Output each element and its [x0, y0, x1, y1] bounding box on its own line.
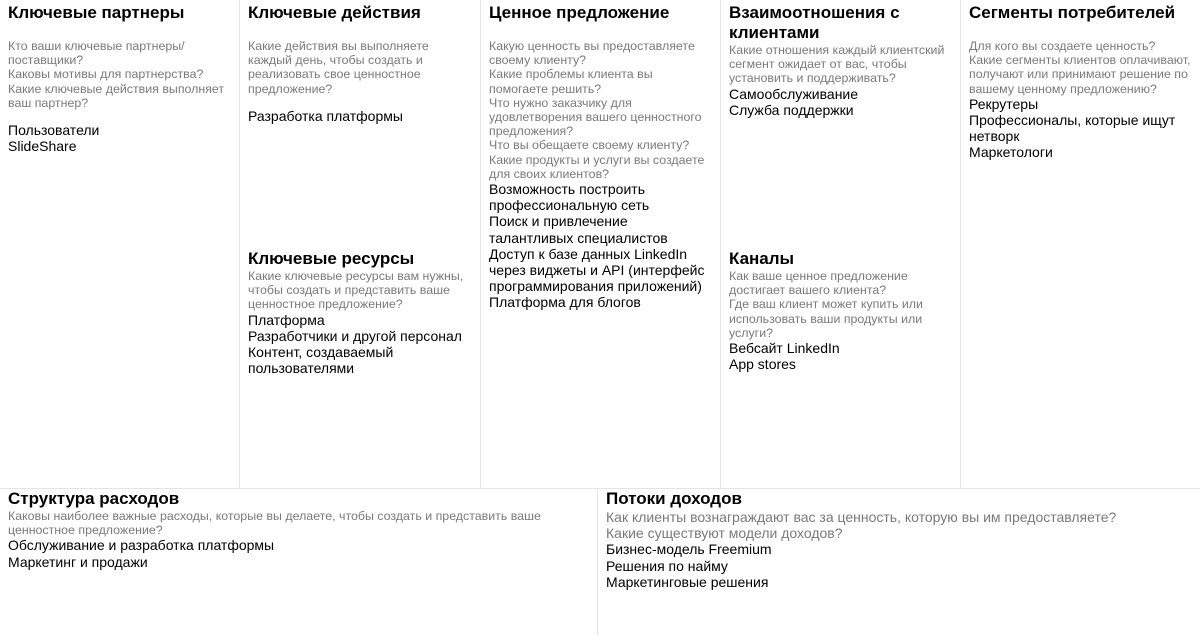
answer-item: Возможность построить профессиональную сеть: [489, 181, 650, 214]
question-text: Для кого вы создаете ценность?: [969, 39, 1156, 53]
answer-item: App stores: [729, 356, 796, 373]
answer-item: Профессионалы, которые ищут нетворк: [969, 112, 1176, 145]
answer-item: Доступ к базе данных LinkedIn через виджеты и API (интерфейс программирования приложений): [489, 245, 705, 295]
key-resources-block: [240, 249, 480, 376]
answer-item: Вебсайт LinkedIn: [729, 340, 840, 357]
answer-item: Служба поддержки: [729, 101, 854, 118]
customer-segments-answers: [969, 96, 1192, 161]
channels-block: [721, 249, 960, 372]
key-partners-block: [0, 3, 239, 154]
question-text: Что вы обещаете своему клиенту?: [489, 138, 690, 153]
answer-item: Пользователи: [8, 122, 100, 139]
cost-structure-answers: [8, 537, 589, 569]
answer-item: SlideShare: [8, 138, 77, 155]
question-text: Как ваше ценное предложение достигает вашего клиента?: [729, 269, 908, 298]
question-text: Каковы мотивы для партнерства?: [8, 67, 204, 82]
channels-questions: [729, 269, 952, 340]
key-partners-title: Ключевые партнеры: [8, 3, 185, 22]
question-text: Где ваш клиент может купить или использовать ваши продукты или услуги?: [729, 297, 923, 340]
channels-answers: [729, 340, 952, 372]
question-text: Какие проблемы клиента вы помогаете решить?: [489, 67, 653, 96]
channels-title: Каналы: [729, 249, 795, 268]
answer-item: Маркетинговые решения: [606, 573, 769, 590]
revenue-streams-answers: [606, 541, 1192, 590]
answer-item: Контент, создаваемый пользователями: [248, 344, 394, 377]
cost-structure-questions: [8, 509, 589, 537]
question-text: Как клиенты вознаграждают вас за ценность, которую вы им предоставляете?: [606, 509, 1117, 525]
customer-relationships-block: [721, 3, 960, 118]
cost-structure-title: Структура расходов: [8, 489, 180, 508]
answer-item: Решения по найму: [606, 557, 728, 574]
revenue-streams-title: Потоки доходов: [606, 489, 742, 508]
answer-item: Рекрутеры: [969, 95, 1039, 112]
key-resources-answers: [248, 312, 472, 377]
customer-relationships-title: Взаимоотношения с клиентами: [729, 3, 900, 42]
key-resources-questions: [248, 269, 472, 312]
key-activities-answers: [248, 108, 472, 124]
answer-item: Маркетологи: [969, 144, 1053, 161]
value-proposition-answers: [489, 181, 712, 311]
question-text: Каковы наиболее важные расходы, которые вы делаете, чтобы создать и представить ваше ценностное предложение?: [8, 509, 541, 538]
key-resources-title: Ключевые ресурсы: [248, 249, 415, 268]
key-activities-title: Ключевые действия: [248, 3, 421, 22]
answer-item: Самообслуживание: [729, 85, 859, 102]
value-proposition-title: Ценное предложение: [489, 3, 670, 22]
customer-relationships-questions: [729, 43, 952, 86]
key-activities-block: [240, 3, 480, 124]
cost-structure-block: [0, 489, 597, 570]
revenue-streams-block: [598, 489, 1200, 590]
question-text: Что нужно заказчику для удовлетворения вашего ценностного предложения?: [489, 95, 702, 139]
answer-item: Обслуживание и разработка платформы: [8, 537, 275, 554]
answer-item: Платформа для блогов: [489, 294, 641, 311]
question-text: Какие сегменты клиентов оплачивают, получают или принимают решение по вашему ценному предложению?: [969, 53, 1191, 96]
answer-item: Разработчики и другой персонал: [248, 327, 462, 344]
question-text: Какие существуют модели доходов?: [606, 525, 843, 542]
question-text: Какие ключевые ресурсы вам нужны, чтобы создать и представить ваше ценностное предложение?: [248, 269, 464, 312]
question-text: Какие продукты и услуги вы создаете для своих клиентов?: [489, 152, 705, 181]
question-text: Какие действия вы выполняете каждый день, чтобы создать и реализовать свое ценностное предложение?: [248, 39, 429, 96]
question-text: Какую ценность вы предоставляете своему клиенту?: [489, 39, 695, 68]
answer-item: Разработка платформы: [248, 107, 403, 124]
key-activities-questions: [248, 39, 472, 96]
customer-relationships-answers: [729, 86, 952, 118]
customer-segments-questions: [969, 39, 1192, 96]
value-proposition-questions: [489, 39, 712, 181]
customer-segments-block: [961, 3, 1200, 161]
question-text: Какие ключевые действия выполняет ваш партнер?: [8, 81, 225, 110]
customer-segments-title: Сегменты потребителей: [969, 3, 1176, 22]
answer-item: Бизнес-модель Freemium: [606, 541, 772, 558]
question-text: Какие отношения каждый клиентский сегмент ожидает от вас, чтобы установить и поддерживать?: [729, 43, 945, 86]
answer-item: Поиск и привлечение талантливых специалистов: [489, 213, 668, 246]
key-partners-questions: [8, 39, 231, 110]
answer-item: Маркетинг и продажи: [8, 553, 148, 570]
answer-item: Платформа: [248, 311, 325, 328]
question-text: Кто ваши ключевые партнеры/поставщики?: [8, 39, 185, 68]
revenue-streams-questions: [606, 509, 1192, 541]
key-partners-answers: [8, 122, 231, 154]
value-proposition-block: [481, 3, 720, 311]
